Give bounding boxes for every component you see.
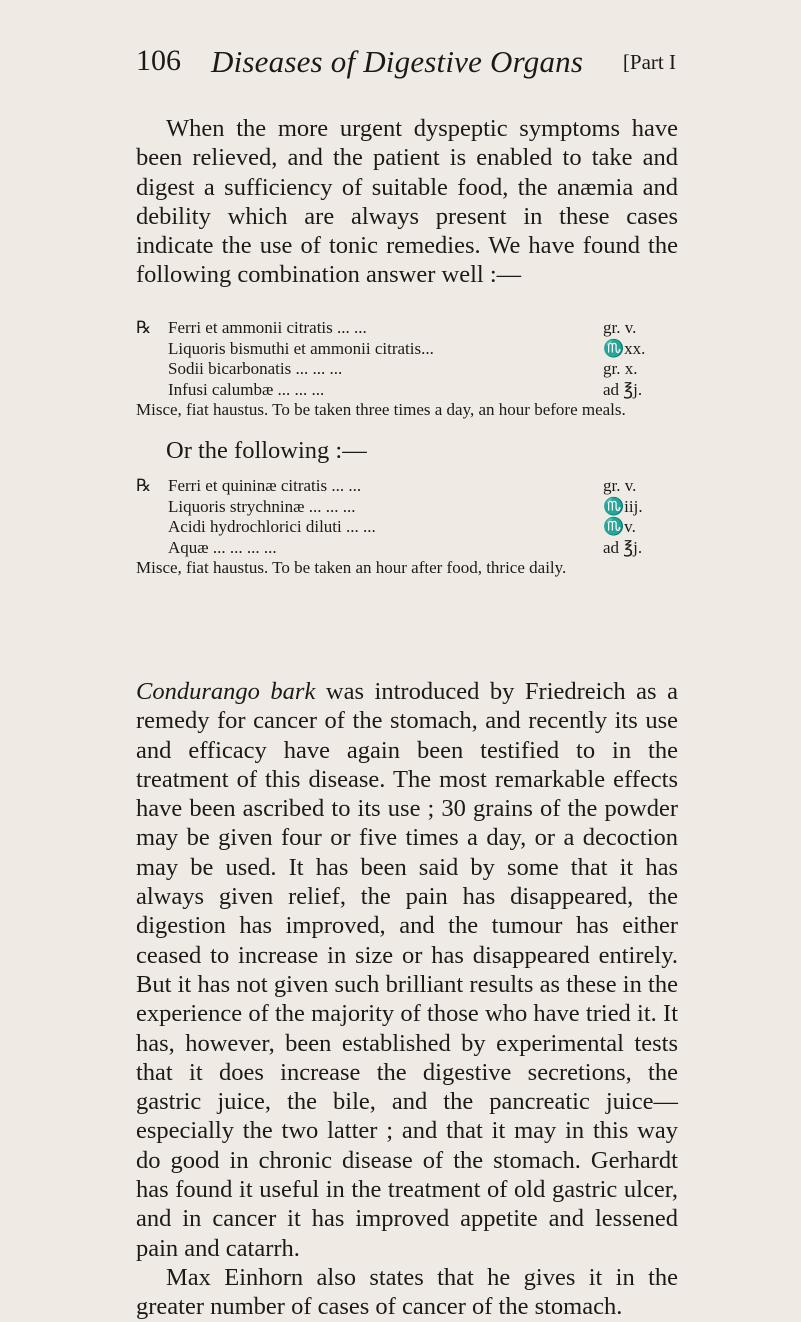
page-number: 106 xyxy=(136,44,181,77)
running-title: Diseases of Digestive Organs xyxy=(211,44,584,79)
recipe-symbol: ℞ xyxy=(136,476,152,495)
ingredient-name: Aquæ ... ... ... ... xyxy=(168,537,277,557)
ingredient-name: Sodii bicarbonatis ... ... ... xyxy=(168,359,343,378)
or-following-line: Or the following :— xyxy=(166,437,367,464)
ingredient-name: Ferri et quininæ citratis ... ... xyxy=(168,476,362,495)
einhorn-text: Max Einhorn also states that he gives it in the greater number of cases of cancer of the stomach. xyxy=(136,1263,678,1321)
rx-row xyxy=(136,497,678,518)
rx-row xyxy=(136,476,678,497)
part-label: [Part I xyxy=(622,50,676,74)
ingredient-name: Acidi hydrochlorici diluti ... ... xyxy=(168,517,376,536)
ingredient-dose: ad ℥j. xyxy=(603,537,643,557)
prescription-1 xyxy=(136,318,678,421)
ingredient-name: Liquoris bismuthi et ammonii citratis... xyxy=(168,338,434,358)
ingredient-dose: gr. v. xyxy=(603,318,637,337)
condurango-term: Condurango bark xyxy=(136,678,316,705)
ingredient-dose: ad ℥j. xyxy=(603,379,643,399)
prescription-2 xyxy=(136,476,678,579)
intro-paragraph xyxy=(136,114,678,290)
ingredient-dose: ♏v. xyxy=(603,517,636,536)
ingredient-name: Infusi calumbæ ... ... ... xyxy=(168,379,325,399)
ingredient-dose: ♏iij. xyxy=(603,496,643,516)
rx-row xyxy=(136,538,678,559)
rx-row xyxy=(136,318,678,339)
rx-row xyxy=(136,339,678,360)
rx-row xyxy=(136,517,678,538)
ingredient-dose: ♏xx. xyxy=(603,338,646,358)
rx-row xyxy=(136,359,678,380)
ingredient-name: Liquoris strychninæ ... ... ... xyxy=(168,496,356,516)
recipe-symbol: ℞ xyxy=(136,318,152,337)
ingredient-dose: gr. v. xyxy=(603,476,637,495)
ingredient-name: Ferri et ammonii citratis ... ... xyxy=(168,318,367,337)
running-head xyxy=(136,40,676,84)
intro-text: When the more urgent dyspeptic symptoms have been relieved, and the patient is enabled to take and digest a sufficiency of suitable food, the anæmia and debility which are always present in these cases indicate the use of tonic remedies. We have found the following combination answer well :— xyxy=(136,115,678,289)
condurango-text: was introduced by Friedreich as a remedy for cancer of the stomach, and recently its use and efficacy have again been testified to in the treatment of this disease. The most remarkable effects have been ascribed to its use ; 30 grains of the powder may be given four or five times a day, or a decoction may be used. It has been said by some that it has always given relief, the pain has disappeared, the digestion has improved, and the tumour has either ceased to increase in size or has disappeared entirely. But it has not given such brilliant results as these in the experience of the majority of those who have tried it. It has, however, been established by experimental tests that it does increase the digestive secretions, the gastric juice, the bile, and the pancreatic juice—especially the two latter ; and that it may in this way do good in chronic disease of the stomach. Gerhardt has found it useful in the treatment of old gastric ulcer, and in cancer it has improved appetite and lessened pain and catarrh. xyxy=(136,678,678,1262)
condurango-paragraph xyxy=(136,677,678,1322)
rx-directions: Misce, fiat haustus. To be taken an hour after food, thrice daily. xyxy=(136,558,567,577)
ingredient-dose: gr. x. xyxy=(603,359,638,378)
rx-row xyxy=(136,380,678,401)
rx-directions: Misce, fiat haustus. To be taken three times a day, an hour before meals. xyxy=(136,400,626,419)
